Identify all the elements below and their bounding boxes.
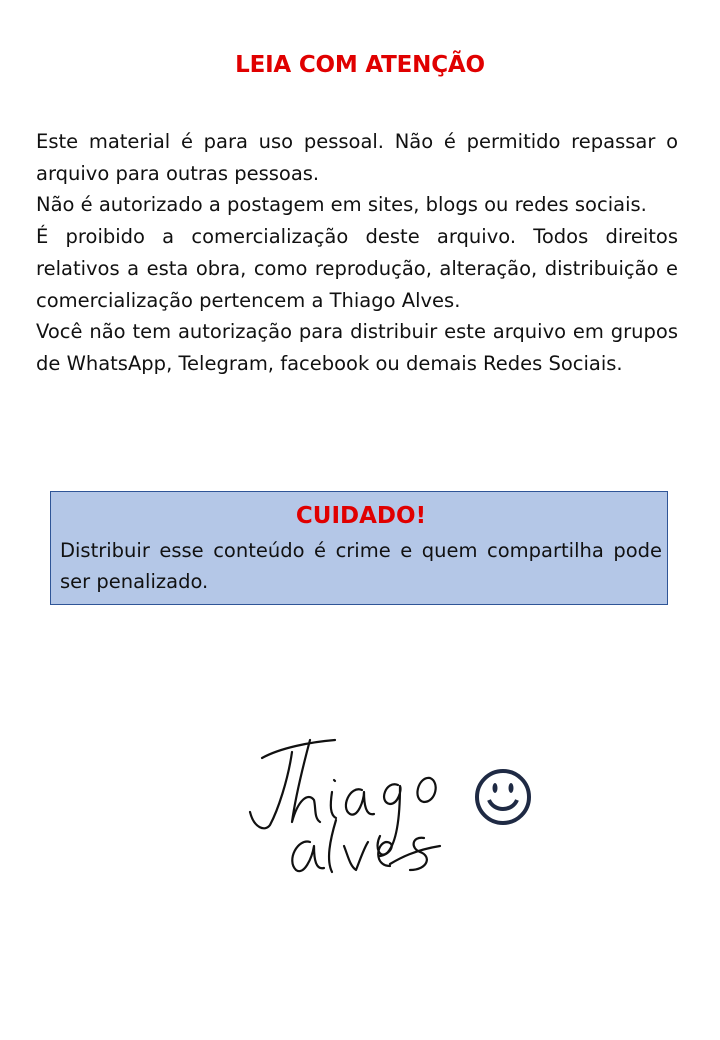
warning-box [50,491,668,605]
notice-paragraph: É proibido a comercialização deste arquivo. Todos direitos relativos a esta obra, como reprodução, alteração, distribuição e comercialização pertencem a Thiago Alves. [36,225,678,312]
notice-body [36,126,678,380]
warning-title: CUIDADO! [295,503,427,529]
signature [240,730,540,900]
warning-text: Distribuir esse conteúdo é crime e quem compartilha pode ser penalizado. [60,539,662,593]
notice-paragraph: Este material é para uso pessoal. Não é permitido repassar o arquivo para outras pessoas. [36,130,678,185]
handwritten-signature [250,740,440,872]
page-title: LEIA COM ATENÇÃO [235,52,485,78]
notice-paragraph: Você não tem autorização para distribuir este arquivo em grupos de WhatsApp, Telegram, facebook ou demais Redes Sociais. [36,320,678,375]
smiley-icon [477,771,529,823]
notice-paragraph: Não é autorizado a postagem em sites, blogs ou redes sociais. [36,193,647,217]
